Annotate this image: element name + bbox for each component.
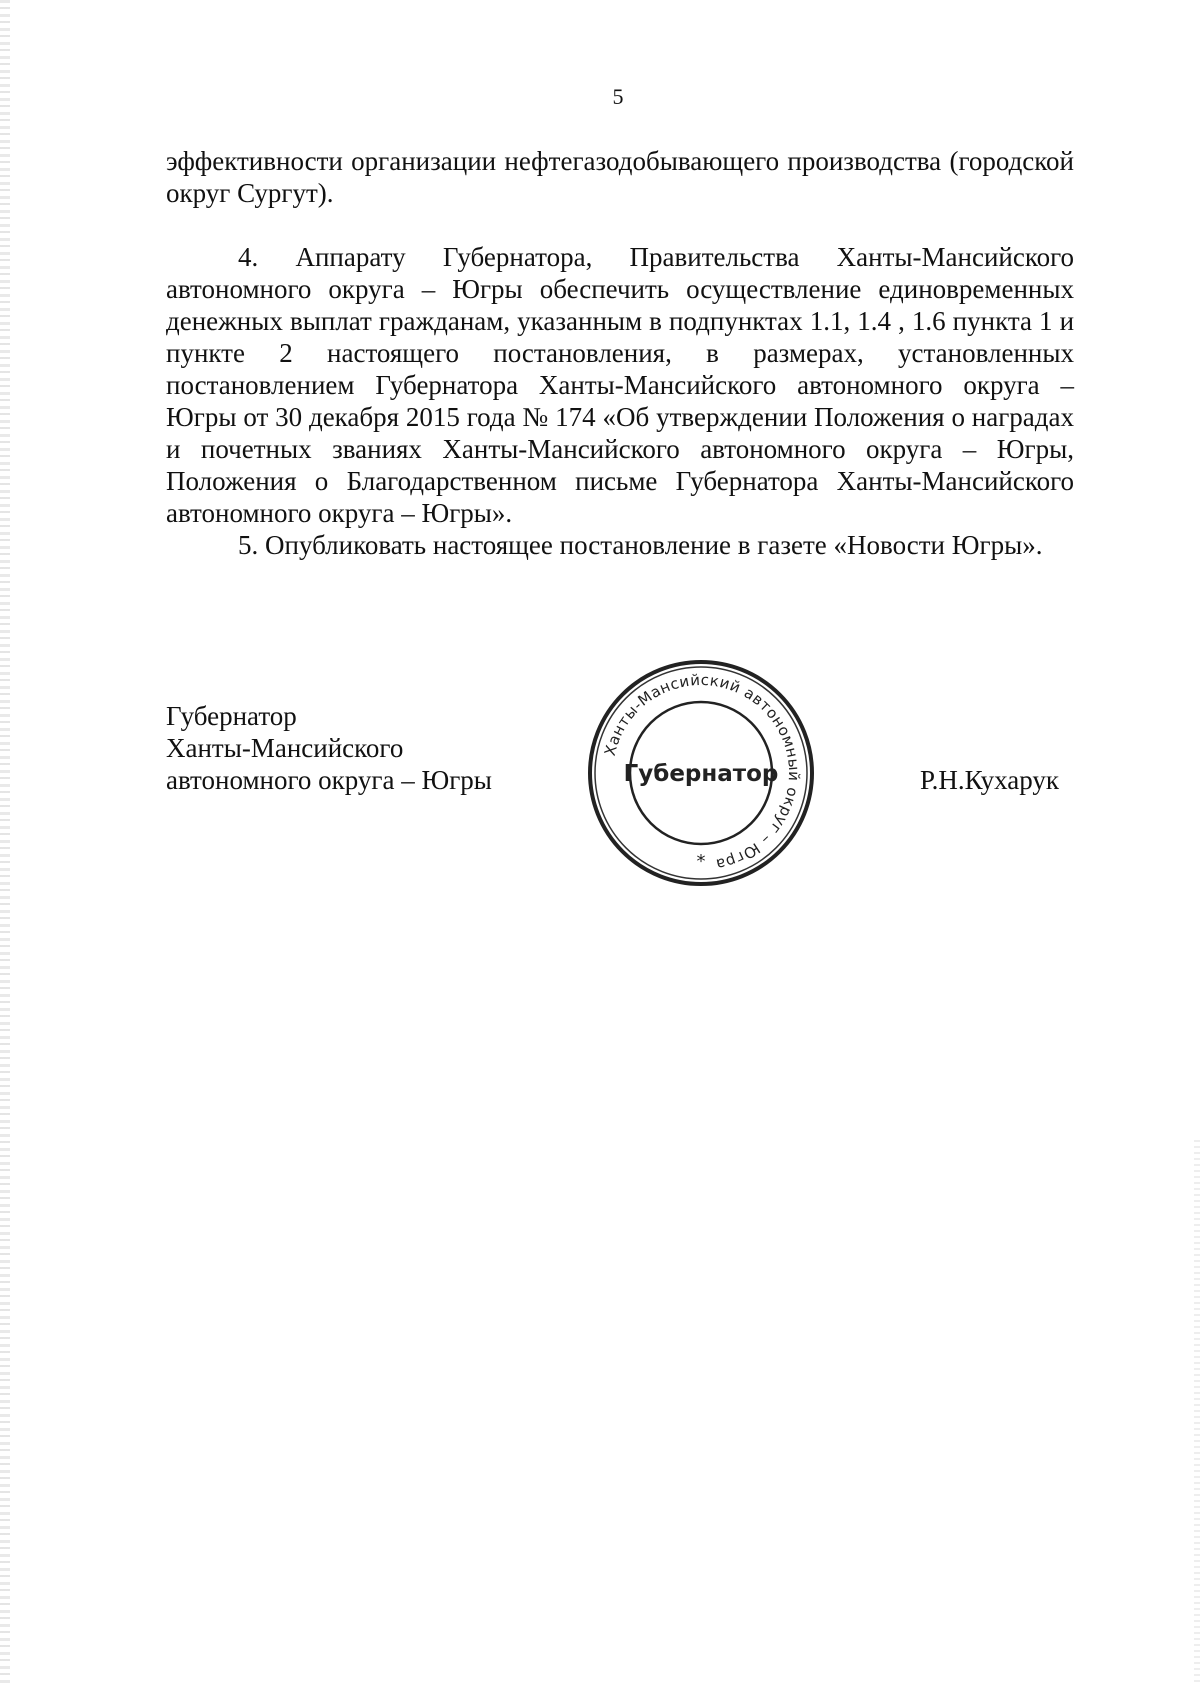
paragraph-continuation bbox=[166, 145, 1074, 209]
seal-star: * bbox=[696, 851, 706, 872]
paragraph-gap bbox=[166, 209, 1074, 241]
signature-title-line: автономного округа – Югры bbox=[166, 765, 492, 795]
text-line: денежных выплат гражданам, указанным в подпунктах 1.1, 1.4 , 1.6 пункта bbox=[166, 306, 1032, 336]
text-line: Губернатора Ханты-Мансийского автономного округа – Югры». bbox=[166, 466, 1074, 528]
signer-name: Р.Н.Кухарук bbox=[920, 765, 1060, 795]
text-line: автономного округа – Югры, Положения о Благодарственном письме bbox=[166, 434, 1074, 496]
body-text bbox=[166, 145, 1074, 561]
scan-edge-left bbox=[0, 0, 10, 1686]
signature-title-line: Губернатор bbox=[166, 701, 297, 731]
text-line: постановлением Губернатора Ханты-Мансийского автономного bbox=[166, 370, 943, 400]
text-line: 4. Аппарату Губернатора, Правительства Ханты-Мансийского bbox=[238, 242, 1074, 272]
text-line: автономного округа – Югры обеспечить осуществление единовременных bbox=[166, 274, 1074, 304]
text-line: Положения о наградах и почетных званиях Ханты-Мансийского bbox=[166, 402, 1075, 464]
scan-edge-right bbox=[1194, 1140, 1200, 1686]
text-line: (городской округ Сургут). bbox=[166, 146, 1074, 208]
signature-title bbox=[166, 700, 492, 796]
paragraph-5 bbox=[166, 529, 1074, 561]
text-line: округа – Югры от 30 декабря 2015 года № 174 «Об утверждении bbox=[166, 370, 1075, 432]
text-line: эффективности организации нефтегазодобывающего производства bbox=[166, 146, 942, 176]
paragraph-4 bbox=[166, 241, 1074, 529]
text-line: Югры». bbox=[951, 530, 1043, 560]
text-line: 1 и пункте 2 настоящего постановления, в размерах, установленных bbox=[166, 306, 1075, 368]
signature-title-line: Ханты-Мансийского bbox=[166, 733, 404, 763]
text-line: 5. Опубликовать настоящее постановление в газете «Новости bbox=[238, 530, 945, 560]
page-number: 5 bbox=[612, 84, 624, 109]
seal-ring-text: Ханты-Мансийский автономный округ – Югра bbox=[600, 670, 804, 874]
seal-center-text: Губернатор bbox=[623, 761, 779, 787]
official-seal bbox=[586, 658, 816, 888]
